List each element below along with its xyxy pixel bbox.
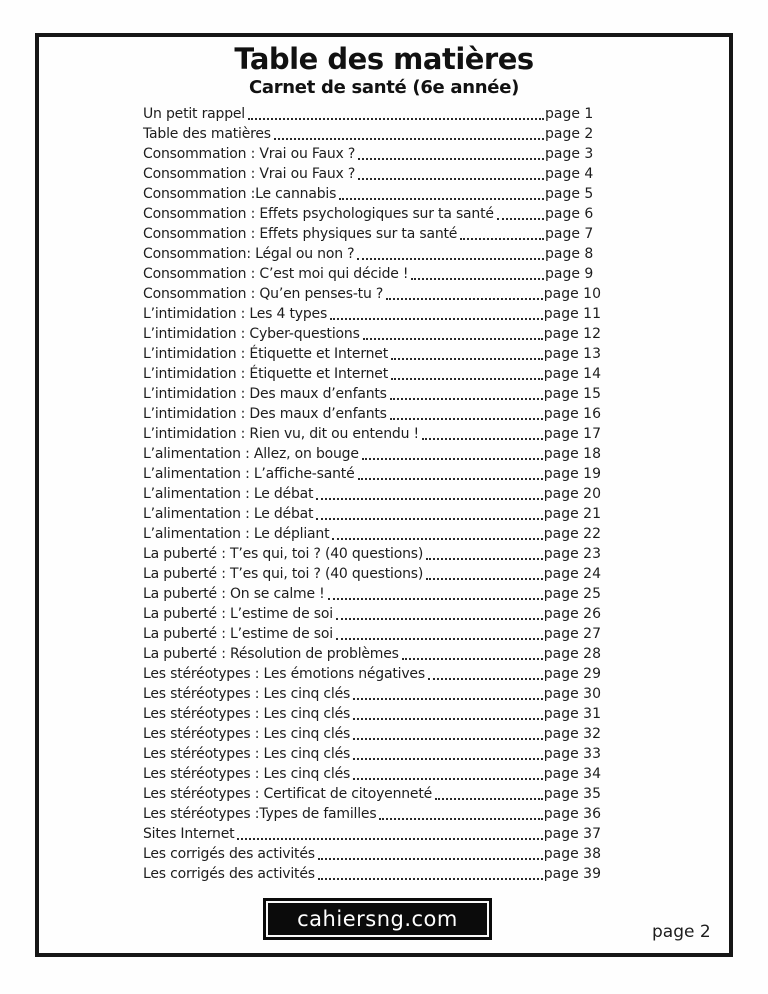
toc-row [143, 844, 601, 864]
toc-entry-page: page 8 [545, 246, 594, 262]
toc-entry-page: page 38 [543, 846, 601, 862]
toc-row [143, 824, 601, 844]
toc-dot-leader [390, 418, 543, 420]
toc-row [143, 324, 601, 344]
toc-entry-page: page 16 [543, 406, 601, 422]
toc-row [143, 864, 601, 884]
toc-row [143, 544, 601, 564]
toc-entry-page: page 28 [543, 646, 601, 662]
toc-dot-leader [316, 518, 542, 520]
toc-dot-leader [426, 578, 543, 580]
toc-entry-page: page 36 [543, 806, 601, 822]
toc-entry-label: Consommation : Effets psychologiques sur ta santé [143, 206, 494, 222]
toc-entry-label: L’alimentation : Allez, on bouge [143, 446, 359, 462]
toc-entry-page: page 35 [543, 786, 601, 802]
toc-entry-page: page 32 [543, 726, 601, 742]
toc-row [143, 624, 601, 644]
toc-entry-page: page 24 [543, 566, 601, 582]
toc-entry-label: La puberté : L’estime de soi [143, 626, 333, 642]
toc-entry-page: page 1 [545, 106, 594, 122]
toc-row [143, 484, 601, 504]
toc-entry-page: page 5 [545, 186, 594, 202]
toc-entry-label: Les stéréotypes : Les cinq clés [143, 706, 351, 722]
toc-dot-leader [411, 278, 544, 280]
toc-entry-page: page 3 [545, 146, 594, 162]
toc-entry-page: page 15 [543, 386, 601, 402]
toc-dot-leader [402, 658, 543, 660]
toc-entry-label: Les corrigés des activités [143, 866, 315, 882]
toc-row [143, 684, 601, 704]
toc-dot-leader [353, 778, 543, 780]
toc-row [143, 284, 601, 304]
toc-entry-page: page 20 [543, 486, 601, 502]
toc-entry-page: page 33 [543, 746, 601, 762]
toc-dot-leader [237, 838, 542, 840]
page-subtitle: Carnet de santé (6e année) [248, 77, 520, 98]
toc-dot-leader [332, 538, 542, 540]
toc-dot-leader [426, 558, 543, 560]
toc-dot-leader [339, 198, 544, 200]
toc-entry-label: La puberté : Résolution de problèmes [143, 646, 399, 662]
toc-row [143, 664, 601, 684]
toc-dot-leader [386, 298, 543, 300]
toc-entry-label: Les stéréotypes : Les cinq clés [143, 766, 351, 782]
toc-entry-page: page 10 [543, 286, 601, 302]
toc-dot-leader [353, 758, 543, 760]
toc-dot-leader [330, 318, 543, 320]
toc-row [143, 504, 601, 524]
toc-row [143, 704, 601, 724]
toc-entry-label: Consommation : Qu’en penses-tu ? [143, 286, 384, 302]
toc-entry-page: page 26 [543, 606, 601, 622]
toc-entry-label: Un petit rappel [143, 106, 246, 122]
toc-row [143, 304, 601, 324]
toc-dot-leader [358, 158, 544, 160]
toc-entry-page: page 30 [543, 686, 601, 702]
toc-dot-leader [379, 818, 542, 820]
toc-entry-label: L’alimentation : Le débat [143, 486, 314, 502]
toc-entry-page: page 25 [543, 586, 601, 602]
toc-dot-leader [248, 118, 544, 120]
toc-row [143, 224, 601, 244]
toc-row [143, 464, 601, 484]
toc-dot-leader [497, 218, 544, 220]
toc-dot-leader [353, 738, 543, 740]
toc-row [143, 104, 601, 124]
toc-dot-leader [353, 718, 543, 720]
toc-dot-leader [318, 878, 543, 880]
toc-entry-label: Consommation :Le cannabis [143, 186, 337, 202]
toc-row [143, 724, 601, 744]
website-badge-label: cahiersng.com [297, 907, 458, 931]
toc-dot-leader [336, 618, 543, 620]
toc-row [143, 444, 601, 464]
page-title: Table des matières [234, 42, 534, 76]
toc-row [143, 804, 601, 824]
toc-dot-leader [390, 398, 543, 400]
page-border-frame [35, 33, 733, 957]
toc-entry-label: Les stéréotypes :Types de familles [143, 806, 377, 822]
toc-row [143, 144, 601, 164]
toc-entry-label: Consommation : Effets physiques sur ta santé [143, 226, 458, 242]
toc-dot-leader [357, 258, 544, 260]
toc-dot-leader [363, 338, 543, 340]
toc-entry-label: L’intimidation : Des maux d’enfants [143, 406, 387, 422]
toc-entry-label: L’intimidation : Étiquette et Internet [143, 346, 389, 362]
toc-entry-page: page 13 [543, 346, 601, 362]
toc-entry-label: Les stéréotypes : Les cinq clés [143, 686, 351, 702]
toc-entry-label: La puberté : T’es qui, toi ? (40 questions) [143, 566, 424, 582]
toc-dot-leader [353, 698, 543, 700]
toc-entry-label: Les corrigés des activités [143, 846, 315, 862]
toc-entry-page: page 12 [543, 326, 601, 342]
toc-entry-page: page 19 [543, 466, 601, 482]
toc-entry-label: Les stéréotypes : Les cinq clés [143, 746, 351, 762]
toc-entry-label: L’intimidation : Cyber-questions [143, 326, 360, 342]
toc-row [143, 404, 601, 424]
toc-entry-label: Consommation: Légal ou non ? [143, 246, 355, 262]
toc-entry-label: Sites Internet [143, 826, 235, 842]
toc-entry-label: Consommation : Vrai ou Faux ? [143, 146, 356, 162]
toc-dot-leader [336, 638, 543, 640]
toc-row [143, 344, 601, 364]
toc-entry-label: L’alimentation : Le dépliant [143, 526, 330, 542]
toc-row [143, 164, 601, 184]
toc-entry-page: page 14 [543, 366, 601, 382]
toc-dot-leader [422, 438, 543, 440]
toc-entry-label: L’intimidation : Étiquette et Internet [143, 366, 389, 382]
toc-entry-label: L’alimentation : Le débat [143, 506, 314, 522]
toc-dot-leader [460, 238, 544, 240]
toc-entry-page: page 34 [543, 766, 601, 782]
toc-entry-label: La puberté : L’estime de soi [143, 606, 333, 622]
toc-dot-leader [316, 498, 542, 500]
toc-entry-page: page 31 [543, 706, 601, 722]
toc-entry-page: page 23 [543, 546, 601, 562]
toc-entry-label: Consommation : Vrai ou Faux ? [143, 166, 356, 182]
toc-entry-label: Les stéréotypes : Les émotions négatives [143, 666, 425, 682]
page-number-label: page 2 [652, 922, 711, 942]
toc-entry-page: page 6 [545, 206, 594, 222]
toc-row [143, 764, 601, 784]
toc-entry-page: page 21 [543, 506, 601, 522]
toc-row [143, 384, 601, 404]
toc-entry-label: Consommation : C’est moi qui décide ! [143, 266, 409, 282]
toc-entry-page: page 9 [545, 266, 594, 282]
toc-entry-page: page 37 [543, 826, 601, 842]
toc-entry-page: page 17 [543, 426, 601, 442]
toc-row [143, 424, 601, 444]
toc-entry-page: page 22 [543, 526, 601, 542]
toc-row [143, 124, 601, 144]
toc-row [143, 264, 601, 284]
toc-dot-leader [435, 798, 543, 800]
toc-entry-label: L’intimidation : Les 4 types [143, 306, 328, 322]
toc-entry-label: L’intimidation : Des maux d’enfants [143, 386, 387, 402]
toc-row [143, 524, 601, 544]
toc-row [143, 564, 601, 584]
toc-entry-page: page 11 [543, 306, 601, 322]
toc-dot-leader [362, 458, 543, 460]
toc-dot-leader [428, 678, 543, 680]
toc-list [143, 104, 601, 884]
toc-entry-label: L’intimidation : Rien vu, dit ou entendu ! [143, 426, 419, 442]
toc-entry-page: page 18 [543, 446, 601, 462]
toc-dot-leader [358, 478, 543, 480]
toc-row [143, 184, 601, 204]
toc-dot-leader [318, 858, 543, 860]
toc-entry-label: Les stéréotypes : Les cinq clés [143, 726, 351, 742]
toc-row [143, 604, 601, 624]
website-badge [263, 898, 492, 940]
toc-dot-leader [274, 138, 544, 140]
toc-row [143, 784, 601, 804]
toc-entry-page: page 39 [543, 866, 601, 882]
toc-dot-leader [328, 598, 543, 600]
toc-dot-leader [358, 178, 544, 180]
toc-entry-label: Table des matières [143, 126, 271, 142]
toc-dot-leader [391, 358, 543, 360]
toc-entry-label: L’alimentation : L’affiche-santé [143, 466, 355, 482]
toc-row [143, 364, 601, 384]
toc-entry-label: La puberté : T’es qui, toi ? (40 questions) [143, 546, 424, 562]
toc-row [143, 204, 601, 224]
toc-entry-page: page 27 [543, 626, 601, 642]
toc-entry-page: page 29 [543, 666, 601, 682]
toc-entry-page: page 4 [545, 166, 594, 182]
toc-row [143, 744, 601, 764]
toc-entry-page: page 2 [545, 126, 594, 142]
toc-row [143, 584, 601, 604]
toc-row [143, 644, 601, 664]
toc-row [143, 244, 601, 264]
toc-entry-label: Les stéréotypes : Certificat de citoyenneté [143, 786, 433, 802]
toc-dot-leader [391, 378, 543, 380]
toc-entry-page: page 7 [545, 226, 594, 242]
toc-entry-label: La puberté : On se calme ! [143, 586, 325, 602]
